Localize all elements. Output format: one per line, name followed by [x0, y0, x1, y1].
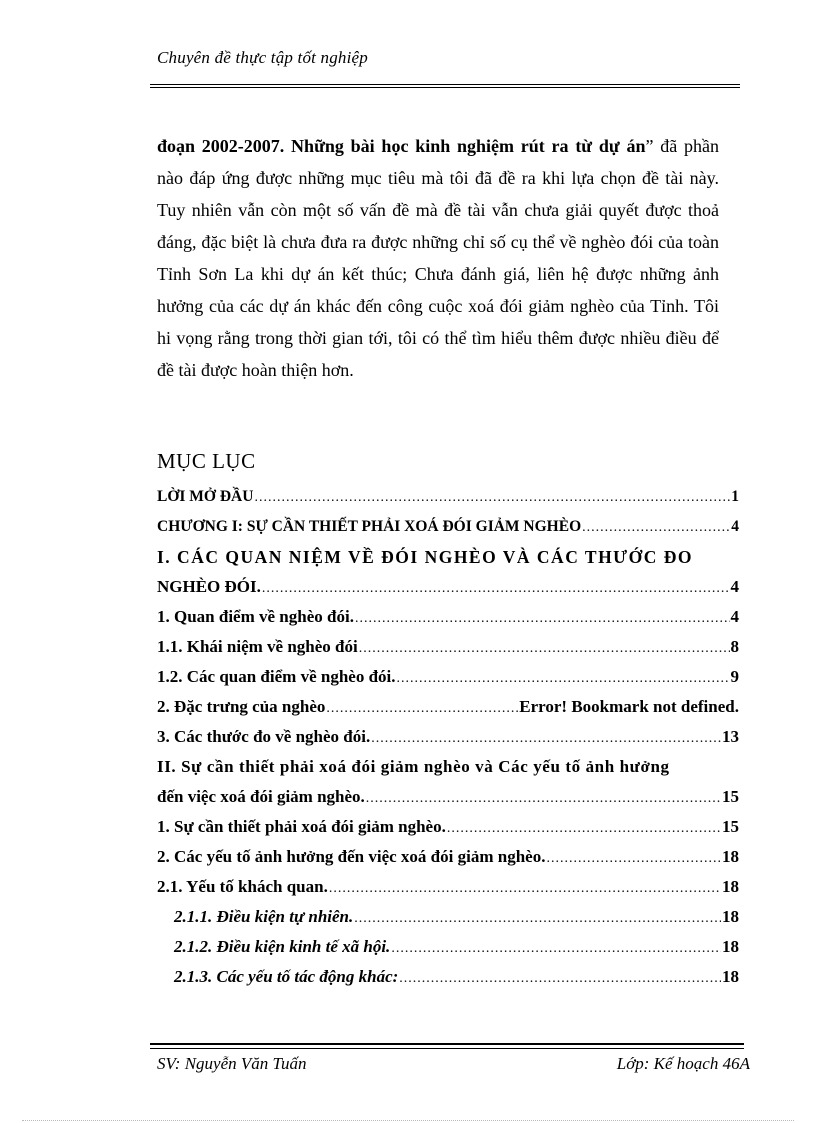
toc-entry-page: 18 — [722, 907, 739, 926]
toc-entry-title: I. CÁC QUAN NIỆM VỀ ĐÓI NGHÈO VÀ CÁC THƯỚC ĐO — [157, 547, 693, 567]
toc-entry[interactable] — [157, 572, 739, 602]
toc-entry-title: 2.1.3. Các yếu tố tác động khác: — [174, 967, 399, 986]
toc-entry[interactable] — [157, 722, 739, 752]
toc-entry[interactable] — [157, 692, 739, 722]
body-paragraph — [157, 130, 719, 386]
toc-entry[interactable] — [157, 872, 739, 902]
body-bold-lead: đoạn 2002-2007. Những bài học kinh nghiệm rút ra từ dự án — [157, 136, 646, 156]
toc-entry-page: 4 — [730, 607, 739, 626]
toc-entry-page: 18 — [722, 877, 739, 896]
footer-student-name: SV: Nguyễn Văn Tuấn — [157, 1054, 307, 1073]
header-rule — [150, 84, 740, 88]
toc-entry-title: 2. Đặc trưng của nghèo — [157, 697, 326, 716]
header-title: Chuyên đề thực tập tốt nghiệp — [157, 48, 369, 67]
toc-entry-page: 13 — [722, 727, 739, 746]
toc-entry[interactable] — [157, 782, 739, 812]
toc-entry-page: 18 — [722, 967, 739, 986]
footer-class: Lớp: Kế hoạch 46A — [616, 1054, 750, 1073]
toc-leader-dots — [371, 724, 721, 754]
toc-entry-title: 1. Sự cần thiết phải xoá đói giảm nghèo. — [157, 817, 446, 836]
toc-entry-page: 9 — [730, 667, 739, 686]
toc-leader-dots — [359, 634, 730, 664]
toc-heading: MỤC LỤC — [157, 449, 256, 473]
toc-entry-title: II. Sự cần thiết phải xoá đói giảm nghèo và Các yếu tố ảnh hưởng — [157, 757, 670, 776]
toc-entry-title: 3. Các thước đo về nghèo đói. — [157, 727, 371, 746]
toc-entry-title: 2.1. Yếu tố khách quan. — [157, 877, 328, 896]
toc-entry-page: 15 — [722, 817, 739, 836]
toc-leader-dots — [354, 904, 721, 934]
toc-entry[interactable] — [157, 962, 739, 992]
table-of-contents — [157, 482, 739, 992]
toc-entry-page: Error! Bookmark not defined. — [519, 697, 739, 716]
toc-entry[interactable] — [157, 932, 739, 962]
toc-entry-page: 8 — [730, 637, 739, 656]
page-bottom-edge — [22, 1120, 794, 1121]
toc-entry[interactable] — [157, 482, 739, 512]
toc-entry-title: đến việc xoá đói giảm nghèo. — [157, 787, 365, 806]
toc-leader-dots — [329, 874, 721, 904]
toc-entry-page: 15 — [722, 787, 739, 806]
toc-leader-dots — [397, 664, 730, 694]
toc-entry[interactable] — [157, 842, 739, 872]
body-text: ” đã phần nào đáp ứng được những mục tiêu mà tôi đã đề ra khi lựa chọn đề tài này. Tuy nhiên vẫn còn một số vấn đề mà đề tài vẫn chưa giải quyết được thoả đáng, đặc biệt là chưa đưa ra được những chỉ số cụ thể về nghèo đói của toàn Tỉnh Sơn La khi dự án kết thúc; Chưa đánh giá, liên hệ được những ảnh hưởng của các dự án khác đến công cuộc xoá đói giảm nghèo của Tỉnh. Tôi hi vọng rằng trong thời gian tới, tôi có thể tìm hiểu thêm được nhiều điều để đề tài được hoàn thiện hơn. — [157, 136, 719, 380]
toc-entry-title: CHƯƠNG I: SỰ CẦN THIẾT PHẢI XOÁ ĐÓI GIẢM NGHÈO — [157, 518, 582, 535]
toc-leader-dots — [582, 513, 730, 543]
toc-entry[interactable] — [157, 542, 739, 572]
toc-entry-title: 2.1.2. Điều kiện kinh tế xã hội. — [174, 937, 391, 956]
toc-entry[interactable] — [157, 902, 739, 932]
toc-entry-title: 2.1.1. Điều kiện tự nhiên. — [174, 907, 354, 926]
toc-entry[interactable] — [157, 602, 739, 632]
toc-leader-dots — [546, 844, 721, 874]
toc-entry-title: 1. Quan điểm về nghèo đói. — [157, 607, 354, 626]
toc-entry-page: 18 — [722, 847, 739, 866]
toc-entry-title: NGHÈO ĐÓI. — [157, 577, 261, 596]
toc-leader-dots — [355, 604, 730, 634]
toc-leader-dots — [254, 483, 730, 513]
toc-entry-page: 4 — [731, 518, 739, 535]
footer-rule — [150, 1043, 744, 1049]
toc-entry-page: 4 — [730, 577, 739, 596]
toc-entry-page: 1 — [731, 488, 739, 505]
toc-entry-title: 1.2. Các quan điểm về nghèo đói. — [157, 667, 396, 686]
toc-entry[interactable] — [157, 632, 739, 662]
toc-leader-dots — [391, 934, 721, 964]
toc-entry[interactable] — [157, 512, 739, 542]
toc-leader-dots — [366, 784, 721, 814]
toc-entry-page: 18 — [722, 937, 739, 956]
toc-leader-dots — [262, 574, 730, 604]
toc-entry-title: 2. Các yếu tố ảnh hưởng đến việc xoá đói giảm nghèo. — [157, 847, 546, 866]
toc-entry-title: LỜI MỞ ĐẦU — [157, 488, 254, 505]
toc-leader-dots — [399, 964, 721, 994]
toc-leader-dots — [326, 694, 518, 724]
toc-entry[interactable] — [157, 662, 739, 692]
toc-entry-title: 1.1. Khái niệm về nghèo đói — [157, 637, 358, 656]
toc-entry[interactable] — [157, 812, 739, 842]
toc-entry[interactable] — [157, 752, 739, 782]
toc-leader-dots — [447, 814, 721, 844]
